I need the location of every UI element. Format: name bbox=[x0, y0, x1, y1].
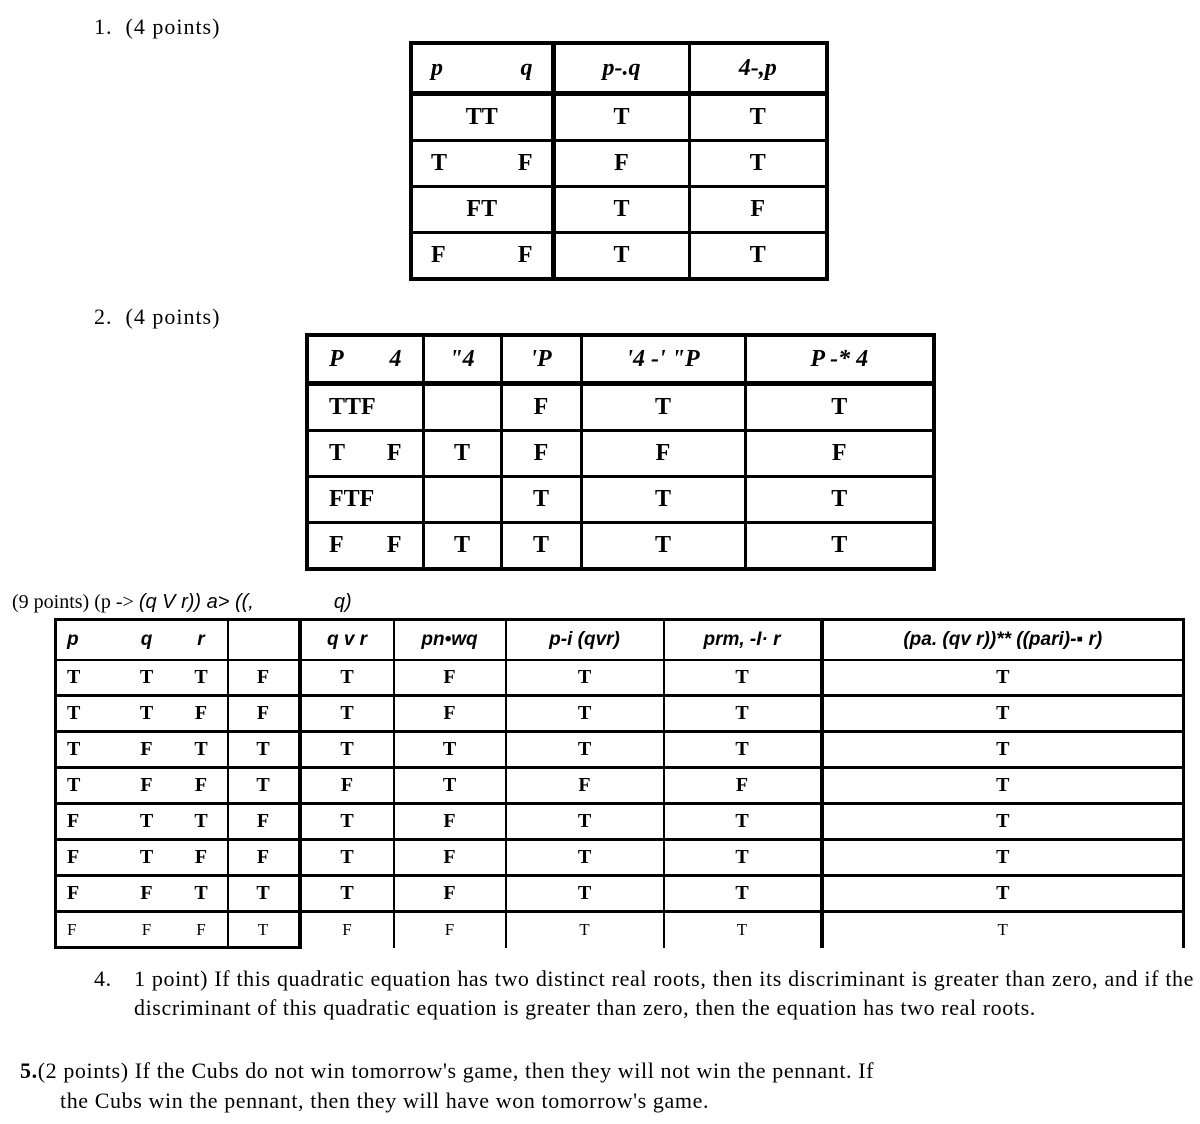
t1-header-pq bbox=[411, 43, 553, 94]
t3-cell: T bbox=[664, 840, 822, 876]
t3-row bbox=[56, 660, 1184, 696]
t2-cell-pq: FTF bbox=[307, 477, 423, 523]
t1-cell-p: F bbox=[431, 242, 446, 268]
q3-label-formula-b: (q V r)) a> ((, bbox=[138, 591, 254, 613]
t2-cell-p: T bbox=[329, 440, 346, 466]
t3-header-p: p bbox=[56, 620, 118, 661]
t2-cell-pq: TTF bbox=[307, 384, 423, 431]
t3-cell: T bbox=[56, 660, 118, 696]
t3-cell: F bbox=[176, 768, 228, 804]
t3-cell: T bbox=[506, 732, 664, 768]
question-4-number: 4. bbox=[94, 966, 112, 991]
t3-header-col8: prm, -I· r bbox=[664, 620, 822, 661]
truth-table-2 bbox=[305, 333, 936, 571]
t3-cell: T bbox=[176, 660, 228, 696]
t2-cell: T bbox=[501, 523, 581, 570]
t1-cell: T bbox=[553, 187, 689, 233]
t3-cell: F bbox=[506, 768, 664, 804]
question-3-label bbox=[12, 591, 352, 614]
t3-cell: T bbox=[822, 768, 1184, 804]
t2-cell: F bbox=[745, 431, 934, 477]
t2-header-pq bbox=[307, 335, 423, 384]
t1-cell-pq bbox=[411, 233, 553, 280]
t3-cell: F bbox=[56, 912, 118, 948]
t2-cell: T bbox=[581, 477, 745, 523]
t3-header-col6: pn•wq bbox=[394, 620, 506, 661]
t2-cell: T bbox=[745, 384, 934, 431]
t3-cell: F bbox=[228, 840, 300, 876]
q3-label-points: (9 points) bbox=[12, 591, 90, 613]
t3-cell: T bbox=[300, 660, 394, 696]
t3-cell: T bbox=[822, 912, 1184, 948]
t3-cell: T bbox=[228, 912, 300, 948]
t2-cell: T bbox=[745, 523, 934, 570]
t3-cell: F bbox=[300, 912, 394, 948]
t2-cell: F bbox=[501, 431, 581, 477]
t1-row bbox=[411, 233, 827, 280]
t2-cell: T bbox=[501, 477, 581, 523]
t2-row bbox=[307, 477, 934, 523]
t3-cell: F bbox=[118, 876, 176, 912]
t1-row bbox=[411, 187, 827, 233]
t3-cell: T bbox=[56, 696, 118, 732]
q3-label-formula-a: (p -> bbox=[94, 591, 134, 613]
t2-cell bbox=[423, 384, 501, 431]
t3-cell: T bbox=[394, 732, 506, 768]
t3-cell: F bbox=[176, 840, 228, 876]
t2-cell: F bbox=[501, 384, 581, 431]
t3-cell: T bbox=[118, 840, 176, 876]
t3-row bbox=[56, 840, 1184, 876]
t1-cell: T bbox=[689, 233, 827, 280]
t1-cell: T bbox=[553, 233, 689, 280]
t3-cell: T bbox=[822, 696, 1184, 732]
t3-cell: T bbox=[506, 876, 664, 912]
t2-header-col3: 'P bbox=[501, 335, 581, 384]
t3-cell: T bbox=[822, 660, 1184, 696]
t2-cell-q: F bbox=[386, 440, 402, 466]
t2-cell: T bbox=[423, 523, 501, 570]
t3-row bbox=[56, 876, 1184, 912]
t3-header-col7: p-i (qvr) bbox=[506, 620, 664, 661]
t3-cell: F bbox=[176, 696, 228, 732]
question-5-text-1: (2 points) If the Cubs do not win tomorrow's game, then they will not win the pennant. If bbox=[37, 1058, 875, 1083]
question-4-text: 1 point) If this quadratic equation has two distinct real roots, then its discriminant is greater than zero, and if the discriminant of this quadratic equation is greater than zero, then the equation has two real roots. bbox=[134, 966, 1194, 1020]
t3-header-blank bbox=[228, 620, 300, 661]
t3-cell: T bbox=[664, 876, 822, 912]
t3-row bbox=[56, 768, 1184, 804]
t3-cell: T bbox=[822, 840, 1184, 876]
t1-header-p: p bbox=[431, 54, 443, 81]
t3-cell: F bbox=[228, 804, 300, 840]
t1-cell: T bbox=[689, 94, 827, 141]
t1-cell-pq: FT bbox=[411, 187, 553, 233]
t3-cell: F bbox=[118, 732, 176, 768]
t3-cell: T bbox=[822, 732, 1184, 768]
t2-cell-pq bbox=[307, 523, 423, 570]
t2-header-col2: "4 bbox=[423, 335, 501, 384]
t3-header-r: r bbox=[176, 620, 228, 661]
t2-cell: T bbox=[423, 431, 501, 477]
t2-cell: T bbox=[581, 384, 745, 431]
t3-cell: T bbox=[56, 732, 118, 768]
truth-table-3 bbox=[54, 618, 1185, 949]
t3-cell: F bbox=[664, 768, 822, 804]
t3-cell: T bbox=[664, 696, 822, 732]
question-5-number: 5. bbox=[20, 1058, 38, 1083]
t3-header-col9: (pa. (qv r))** ((pari)-▪ r) bbox=[822, 620, 1184, 661]
t3-cell: F bbox=[228, 660, 300, 696]
t2-cell-p: F bbox=[329, 532, 344, 558]
t2-cell: T bbox=[745, 477, 934, 523]
truth-table-1 bbox=[409, 41, 829, 281]
t3-cell: F bbox=[118, 912, 176, 948]
t3-cell: F bbox=[394, 912, 506, 948]
t3-cell: T bbox=[300, 840, 394, 876]
t2-row bbox=[307, 431, 934, 477]
t3-cell: F bbox=[300, 768, 394, 804]
t1-cell-p: T bbox=[431, 150, 448, 176]
t2-header-q: 4 bbox=[389, 345, 402, 372]
t3-cell: T bbox=[664, 732, 822, 768]
t3-cell: F bbox=[228, 696, 300, 732]
t3-cell: T bbox=[228, 876, 300, 912]
t2-row bbox=[307, 384, 934, 431]
t3-cell: T bbox=[300, 732, 394, 768]
t3-cell: T bbox=[822, 804, 1184, 840]
t3-cell: T bbox=[118, 804, 176, 840]
t3-cell: T bbox=[228, 732, 300, 768]
question-2-label: 2. (4 points) bbox=[94, 304, 221, 329]
t3-cell: T bbox=[300, 876, 394, 912]
t3-cell: T bbox=[506, 660, 664, 696]
t3-cell: T bbox=[664, 660, 822, 696]
t3-cell: T bbox=[506, 696, 664, 732]
t1-row bbox=[411, 141, 827, 187]
t3-cell: T bbox=[664, 912, 822, 948]
t3-cell: T bbox=[300, 696, 394, 732]
t3-cell: T bbox=[118, 696, 176, 732]
t3-cell: T bbox=[118, 660, 176, 696]
t3-cell: T bbox=[228, 768, 300, 804]
t3-cell: T bbox=[506, 912, 664, 948]
t2-cell bbox=[423, 477, 501, 523]
t3-cell: F bbox=[56, 876, 118, 912]
t1-cell: T bbox=[689, 141, 827, 187]
t1-cell-q: F bbox=[517, 150, 533, 176]
t3-cell: F bbox=[56, 804, 118, 840]
t3-row bbox=[56, 804, 1184, 840]
t3-cell: T bbox=[506, 804, 664, 840]
t3-cell: T bbox=[176, 804, 228, 840]
t3-cell: T bbox=[506, 840, 664, 876]
t2-cell-pq bbox=[307, 431, 423, 477]
t3-row bbox=[56, 912, 1184, 948]
t1-row bbox=[411, 94, 827, 141]
t3-cell: T bbox=[300, 804, 394, 840]
t3-row bbox=[56, 696, 1184, 732]
t3-header-col5: q v r bbox=[300, 620, 394, 661]
question-1-label: 1. (4 points) bbox=[94, 14, 221, 39]
t3-cell: T bbox=[176, 876, 228, 912]
t3-cell: F bbox=[118, 768, 176, 804]
t3-cell: F bbox=[394, 840, 506, 876]
question-5-line-2: the Cubs win the pennant, then they will have won tomorrow's game. bbox=[60, 1088, 710, 1113]
t2-cell-q: F bbox=[386, 532, 402, 558]
t3-cell: F bbox=[394, 660, 506, 696]
t2-row bbox=[307, 523, 934, 570]
t2-header-p: P bbox=[329, 345, 344, 372]
t1-cell-pq bbox=[411, 141, 553, 187]
t3-cell: T bbox=[664, 804, 822, 840]
t2-header-col4: '4 -' "P bbox=[581, 335, 745, 384]
q3-label-formula-c: q) bbox=[333, 591, 352, 613]
t3-cell: T bbox=[176, 732, 228, 768]
t2-cell: T bbox=[581, 523, 745, 570]
t2-cell: F bbox=[581, 431, 745, 477]
t1-cell: F bbox=[553, 141, 689, 187]
question-5-line-1 bbox=[20, 1056, 874, 1085]
t2-header-col5: P -* 4 bbox=[745, 335, 934, 384]
t3-cell: T bbox=[822, 876, 1184, 912]
t3-cell: F bbox=[176, 912, 228, 948]
t3-cell: T bbox=[56, 768, 118, 804]
t1-header-col3: 4-,p bbox=[689, 43, 827, 94]
t3-cell: F bbox=[394, 876, 506, 912]
t3-row bbox=[56, 732, 1184, 768]
t1-header-q: q bbox=[520, 54, 533, 81]
t1-cell: F bbox=[689, 187, 827, 233]
t1-header-col2: p-.q bbox=[553, 43, 689, 94]
t3-cell: F bbox=[56, 840, 118, 876]
t1-cell-q: F bbox=[517, 242, 533, 268]
t1-cell: T bbox=[553, 94, 689, 141]
t3-cell: F bbox=[394, 804, 506, 840]
t1-cell-pq: TT bbox=[411, 94, 553, 141]
t3-header-q: q bbox=[118, 620, 176, 661]
t3-cell: T bbox=[394, 768, 506, 804]
t3-cell: F bbox=[394, 696, 506, 732]
